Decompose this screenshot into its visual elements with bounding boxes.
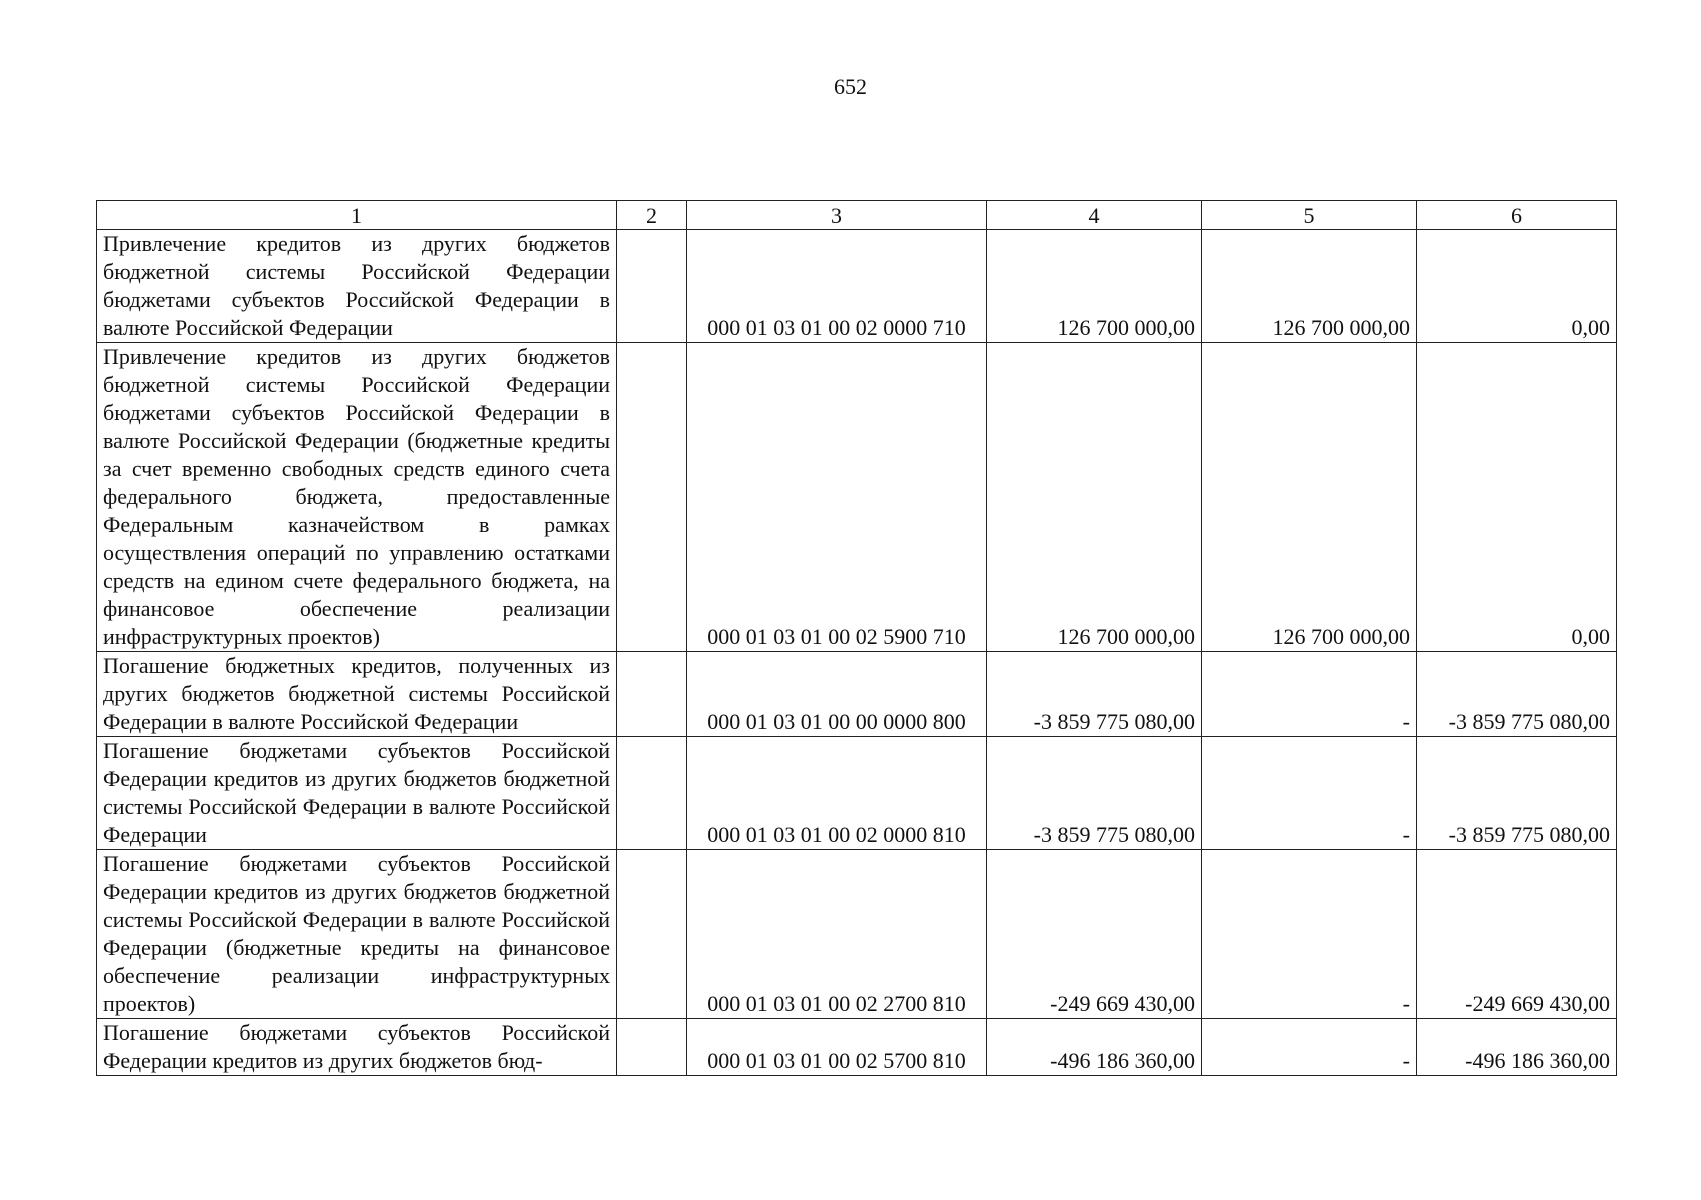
- row-col2-cell: [617, 1019, 687, 1076]
- row-value6-cell: -496 186 360,00: [1417, 1019, 1617, 1076]
- row-value4-cell: -3 859 775 080,00: [987, 652, 1202, 737]
- column-header-1: 1: [97, 201, 617, 230]
- column-header-6: 6: [1417, 201, 1617, 230]
- row-name-cell: Привлечение кредитов из других бюджетов бюджетной системы Российской Федерации бюджетами субъектов Российской Федерации в валюте Российской Федерации (бюджетные кредиты за счет временно свободных средств единого счета федерального бюджета, предоставленные Федеральным казначейством в рамках осуществления операций по управлению остатками средств на едином счете федерального бюджета, на финансовое обеспечение реализации инфраструктурных проектов): [97, 343, 617, 652]
- table-row: [97, 850, 1617, 1019]
- row-value6-cell: 0,00: [1417, 343, 1617, 652]
- table-row: [97, 652, 1617, 737]
- row-value6-cell: -249 669 430,00: [1417, 850, 1617, 1019]
- row-value5-cell: 126 700 000,00: [1202, 230, 1417, 343]
- row-value4-cell: 126 700 000,00: [987, 230, 1202, 343]
- row-name-cell: [97, 1019, 617, 1076]
- row-col2-cell: [617, 737, 687, 850]
- row-col2-cell: [617, 230, 687, 343]
- budget-table: [96, 200, 1617, 1076]
- row-value5-cell: -: [1202, 652, 1417, 737]
- table-row: [97, 1019, 1617, 1076]
- row-code-cell: 000 01 03 01 00 00 0000 800: [687, 652, 987, 737]
- row-value5-cell: -: [1202, 737, 1417, 850]
- row-name-text: Погашение бюджетами субъектов Российской Федерации кредитов из других бюджетов бюд-: [103, 1020, 610, 1073]
- page-number: 652: [834, 74, 867, 99]
- column-header-2: 2: [617, 201, 687, 230]
- table-row: [97, 737, 1617, 850]
- table-row: [97, 343, 1617, 652]
- row-col2-cell: [617, 343, 687, 652]
- row-name-cell: Привлечение кредитов из других бюджетов бюджетной системы Российской Федерации бюджетами субъектов Российской Федерации в валюте Российской Федерации: [97, 230, 617, 343]
- row-col2-cell: [617, 850, 687, 1019]
- table-row: [97, 230, 1617, 343]
- row-value6-cell: -3 859 775 080,00: [1417, 737, 1617, 850]
- row-name-cell: Погашение бюджетных кредитов, полученных из других бюджетов бюджетной системы Российской Федерации в валюте Российской Федерации: [97, 652, 617, 737]
- row-name-cell: Погашение бюджетами субъектов Российской Федерации кредитов из других бюджетов бюджетной системы Российской Федерации в валюте Российской Федерации: [97, 737, 617, 850]
- row-col2-cell: [617, 652, 687, 737]
- row-value5-cell: -: [1202, 1019, 1417, 1076]
- row-code-cell: 000 01 03 01 00 02 2700 810: [687, 850, 987, 1019]
- row-value5-cell: 126 700 000,00: [1202, 343, 1417, 652]
- row-value5-cell: -: [1202, 850, 1417, 1019]
- column-header-3: 3: [687, 201, 987, 230]
- row-name-cell: Погашение бюджетами субъектов Российской Федерации кредитов из других бюджетов бюджетной системы Российской Федерации в валюте Российской Федерации (бюджетные кредиты на финансовое обеспечение реализации инфраструктурных проектов): [97, 850, 617, 1019]
- row-code-cell: 000 01 03 01 00 02 0000 810: [687, 737, 987, 850]
- row-code-cell: 000 01 03 01 00 02 0000 710: [687, 230, 987, 343]
- column-header-5: 5: [1202, 201, 1417, 230]
- table-header-row: [97, 201, 1617, 230]
- row-code-cell: 000 01 03 01 00 02 5900 710: [687, 343, 987, 652]
- row-code-cell: 000 01 03 01 00 02 5700 810: [687, 1019, 987, 1076]
- row-value4-cell: 126 700 000,00: [987, 343, 1202, 652]
- row-value4-cell: -3 859 775 080,00: [987, 737, 1202, 850]
- row-value6-cell: -3 859 775 080,00: [1417, 652, 1617, 737]
- row-value4-cell: -496 186 360,00: [987, 1019, 1202, 1076]
- row-value4-cell: -249 669 430,00: [987, 850, 1202, 1019]
- column-header-4: 4: [987, 201, 1202, 230]
- row-value6-cell: 0,00: [1417, 230, 1617, 343]
